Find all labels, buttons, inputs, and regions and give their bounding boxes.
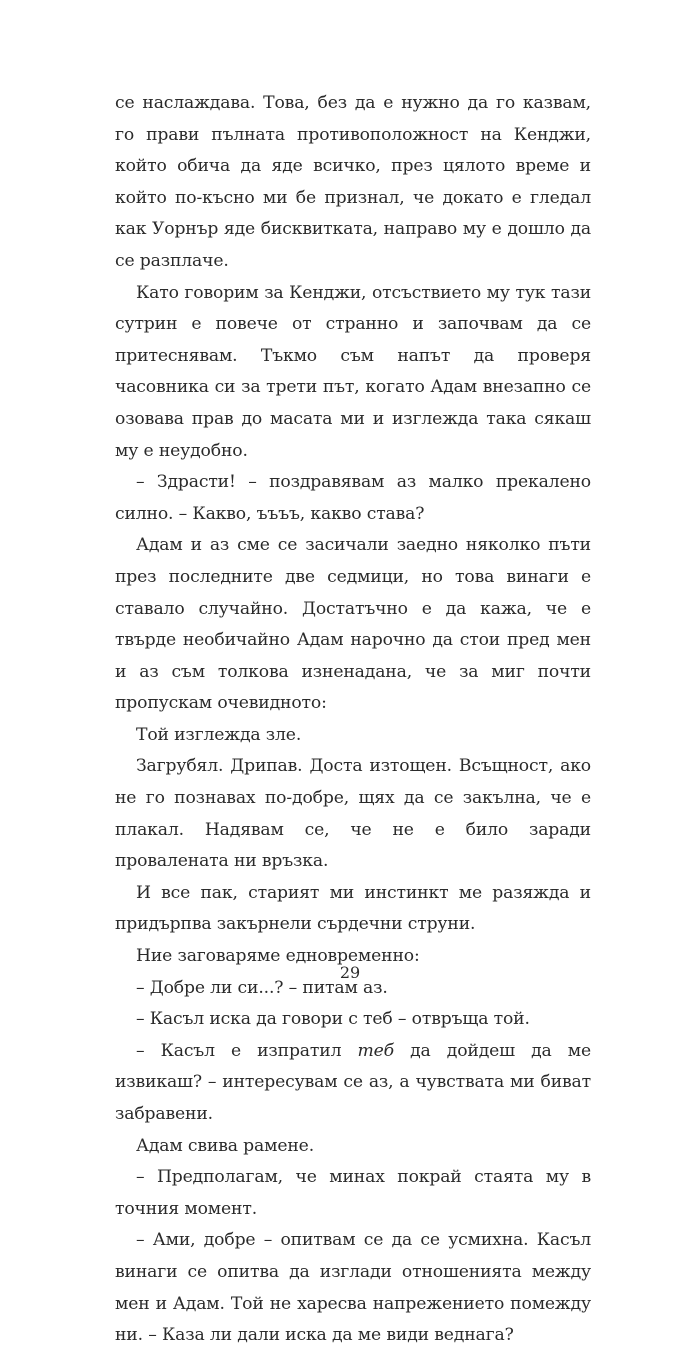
paragraph: Като говорим за Кенджи, отсъствието му тук тази сутрин е повече от странно и започвам да се притеснявам. Тъкмо съм напът да проверя часовника си за трети път, когато Адам внезапно се озовава прав до масата ми и изглежда така сякаш му е неудобно.	[115, 282, 591, 461]
paragraph: – Предполагам, че минах покрай стаята му в точния момент.	[115, 1167, 591, 1219]
paragraph: Ние заговаряме едновременно:	[136, 946, 420, 967]
paragraph: Той изглежда зле.	[136, 724, 302, 745]
paragraph: – Касъл иска да говори с теб – отвръща той.	[136, 1009, 530, 1030]
page-number: 29	[339, 963, 361, 982]
paragraph-with-emphasis: – Касъл е изпратил теб да дойдеш да ме извикаш? – интересувам се аз, а чувствата ми биват забравени.	[115, 1040, 591, 1124]
paragraph: – Добре ли си...? – питам аз.	[136, 977, 388, 998]
paragraph: Адам и аз сме се засичали заедно няколко пъти през последните две седмици, но това винаги е ставало случайно. Достатъчно е да кажа, че е твърде необичайно Адам нарочно да стои пред мен и аз съм толкова изненадана, че за миг почти пропускам очевидното:	[115, 535, 591, 714]
paragraph: Адам свива рамене.	[136, 1135, 315, 1156]
paragraph: – Ами, добре – опитвам се да се усмихна. Касъл винаги се опитва да изглади отношенията между мен и Адам. Той не харесва напрежението помежду ни. – Каза ли дали иска да ме види веднага?	[115, 1230, 591, 1346]
paragraph: – Здрасти! – поздравявам аз малко прекалено силно. – Какво, ъъъъ, какво става?	[115, 472, 591, 524]
paragraph: се наслаждава. Това, без да е нужно да го казвам, го прави пълната противоположност на Кенджи, който обича да яде всичко, през цялото време и който по-късно ми бе признал, че докато е гледал как Уорнър яде бисквитката, направо му е дошло да се разплаче.	[115, 93, 591, 271]
book-page-text	[115, 88, 591, 1352]
paragraph: Загрубял. Дрипав. Доста изтощен. Всъщност, ако не го познавах по-добре, щях да се закълна, че е плакал. Надявам се, че не е било заради провалената ни връзка.	[115, 756, 591, 872]
paragraph: И все пак, старият ми инстинкт ме разяжда и придърпва закърнели сърдечни струни.	[115, 882, 591, 935]
emphasized-word: теб	[357, 1040, 394, 1061]
